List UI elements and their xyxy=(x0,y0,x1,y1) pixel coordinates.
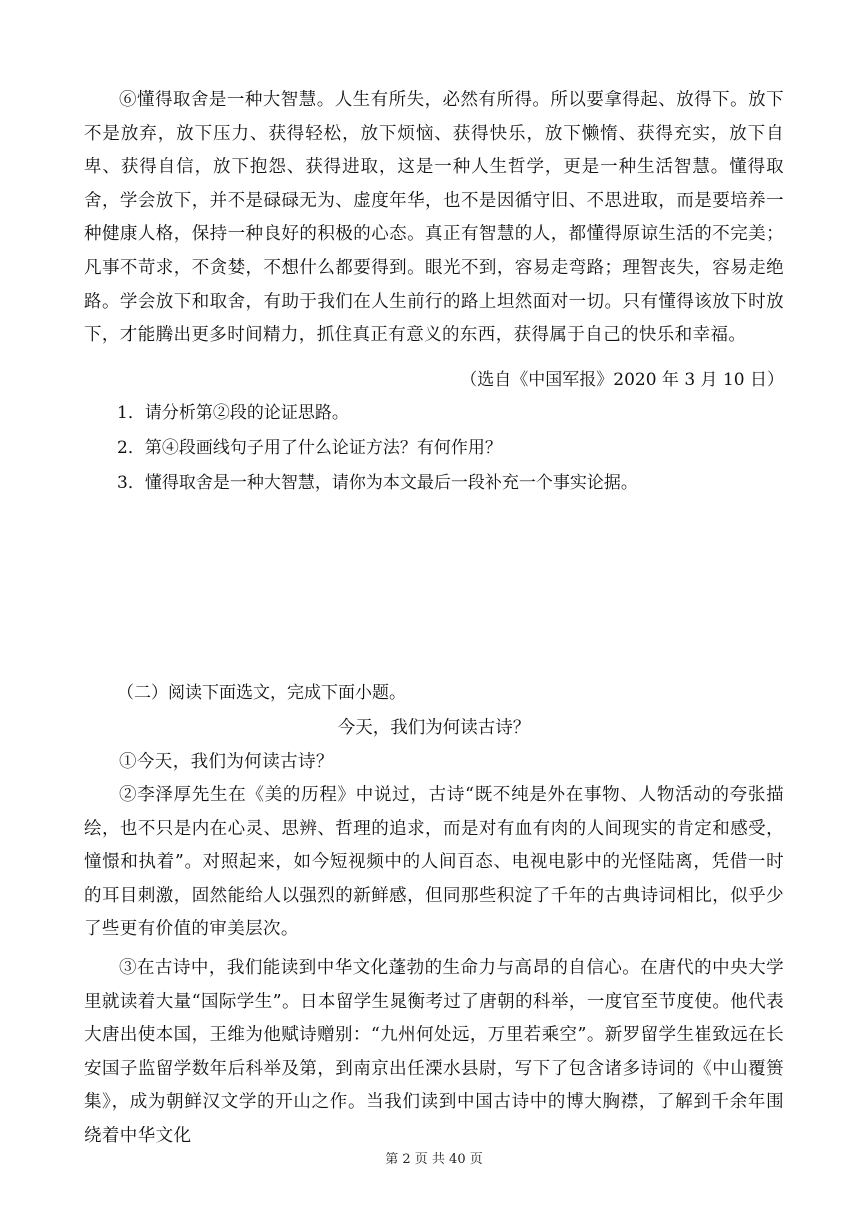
paragraph-6: ⑥懂得取舍是一种大智慧。人生有所失，必然有所得。所以要拿得起、放得下。放下不是放弃，放下压力、获得轻松，放下烦恼、获得快乐，放下懒惰、获得充实，放下自卑、获得自信，放下抱怨、获得进取，这是一种人生哲学，更是一种生活智慧。懂得取舍，学会放下，并不是碌碌无为、虚度年华，也不是因循守旧、不思进取，而是要培养一种健康人格，保持一种良好的积极的心态。真正有智慧的人，都懂得原谅生活的不完美；凡事不苛求，不贪婪，不想什么都要得到。眼光不到，容易走弯路；理智丧失，容易走绝路。学会放下和取舍，有助于我们在人生前行的路上坦然面对一切。只有懂得该放下时放下，才能腾出更多时间精力，抓住真正有意义的东西，获得属于自己的快乐和幸福。 xyxy=(84,90,784,346)
article-title: 今天，我们为何读古诗？ xyxy=(337,718,531,738)
section-heading: （二）阅读下面选文，完成下面小题。 xyxy=(117,683,406,703)
question-1: 1．请分析第②段的论证思路。 xyxy=(117,403,349,423)
article-paragraph-1: ①今天，我们为何读古诗？ xyxy=(119,752,334,772)
question-2: 2．第④段画线句子用了什么论证方法？有何作用？ xyxy=(117,438,502,458)
article-paragraph-2: ②李泽厚先生在《美的历程》中说过，古诗“既不纯是外在事物、人物活动的夸张描绘，也不只是内在心灵、思辨、哲理的追求，而是对有血有肉的人间现实的肯定和感受，憧憬和执着”。对照起来，如今短视频中的人间百态、电视电影中的光怪陆离，凭借一时的耳目刺激，固然能给人以强烈的新鲜感，但同那些积淀了千年的古典诗词相比，似乎少了些更有价值的审美层次。 xyxy=(84,785,784,940)
page-footer: 第 2 页 共 40 页 xyxy=(385,1152,483,1167)
article-paragraph-3: ③在古诗中，我们能读到中华文化蓬勃的生命力与高昂的自信心。在唐代的中央大学里就读着大量“国际学生”。日本留学生晁衡考过了唐朝的科举，一度官至节度使。他代表大唐出使本国，王维为他赋诗赠别：“九州何处远，万里若乘空”。新罗留学生崔致远在长安国子监留学数年后科举及第，到南京出任溧水县尉，写下了包含诸多诗词的《中山覆篑集》，成为朝鲜汉文学的开山之作。当我们读到中国古诗中的博大胸襟，了解到千余年围绕着中华文化 xyxy=(84,958,784,1146)
question-3: 3．懂得取舍是一种大智慧，请你为本文最后一段补充一个事实论据。 xyxy=(117,473,638,493)
source-citation: （选自《中国军报》2020 年 3 月 10 日） xyxy=(460,370,784,390)
